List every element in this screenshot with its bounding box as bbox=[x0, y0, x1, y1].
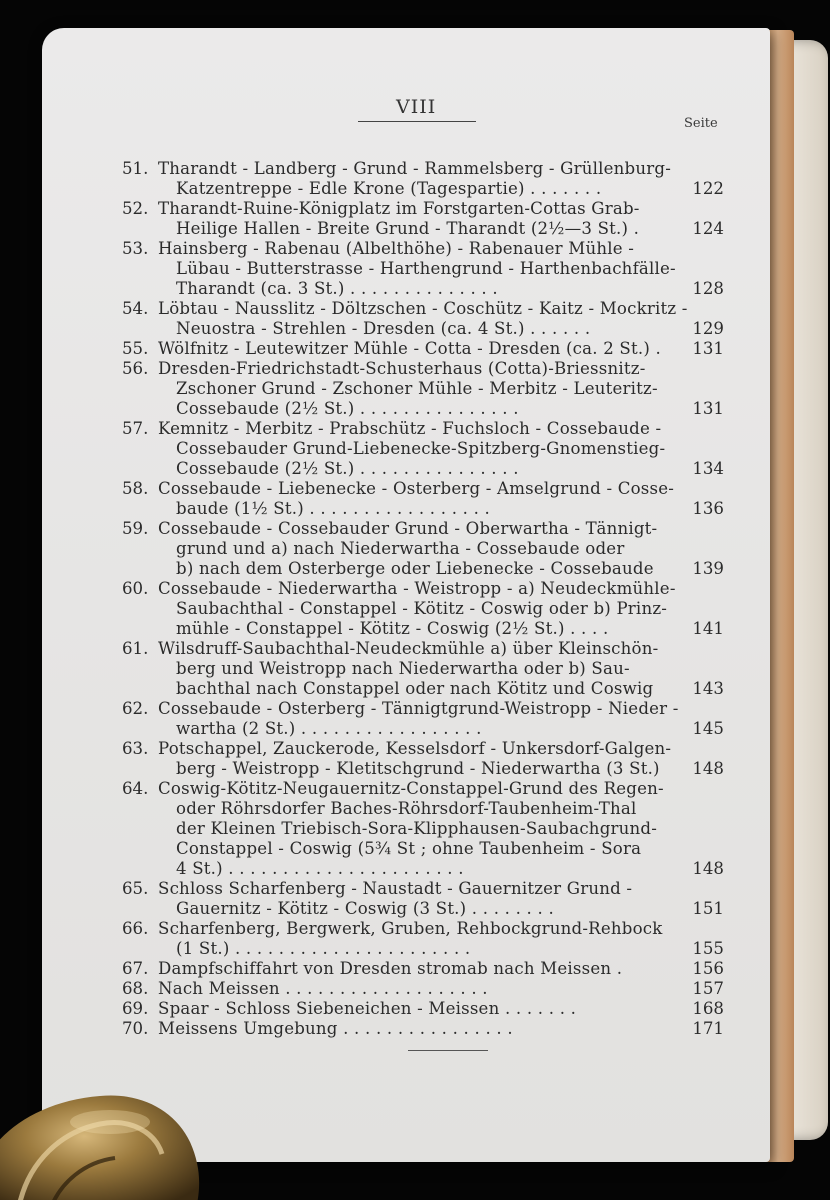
toc-entry-number: 68. bbox=[122, 979, 149, 998]
toc-entry-line: Hainsberg - Rabenau (Albelthöhe) - Rabenauer Mühle - bbox=[158, 239, 635, 258]
toc-entry-line: Heilige Hallen - Breite Grund - Tharandt (2½—3 St.) . bbox=[176, 219, 640, 238]
toc-entry-line: Neuostra - Strehlen - Dresden (ca. 4 St.) . . . . . . bbox=[176, 319, 591, 338]
toc-entry-line: Dresden-Friedrichstadt-Schusterhaus (Cotta)-Briessnitz- bbox=[158, 359, 646, 378]
toc-entry-page: 129 bbox=[692, 319, 724, 338]
seite-column-label: Seite bbox=[684, 116, 718, 131]
toc-entry-line: Nach Meissen . . . . . . . . . . . . . . . . . . . bbox=[158, 979, 488, 998]
toc-entry-line: Cossebaude (2½ St.) . . . . . . . . . . . . . . . bbox=[176, 459, 519, 478]
toc-entry-number: 67. bbox=[122, 959, 149, 978]
toc-entry-line: Schloss Scharfenberg - Naustadt - Gauernitzer Grund - bbox=[158, 879, 633, 898]
toc-entry-number: 56. bbox=[122, 359, 149, 378]
toc-entry-line: Kemnitz - Merbitz - Prabschütz - Fuchsloch - Cossebaude - bbox=[158, 419, 662, 438]
toc-entry-page: 139 bbox=[692, 559, 724, 578]
toc-entry-page: 145 bbox=[692, 719, 724, 738]
toc-entry-line: berg und Weistropp nach Niederwartha oder b) Sau- bbox=[176, 659, 630, 678]
toc-entry-number: 59. bbox=[122, 519, 149, 538]
toc-entry-page: 148 bbox=[692, 859, 724, 878]
toc-entry-line: Tharandt (ca. 3 St.) . . . . . . . . . . . . . . bbox=[176, 279, 498, 298]
toc-entry-line: Cossebaude - Osterberg - Tännigtgrund-Weistropp - Nieder - bbox=[158, 699, 679, 718]
toc-entry-line: Löbtau - Nausslitz - Döltzschen - Coschütz - Kaitz - Mockritz - bbox=[158, 299, 688, 318]
toc-entry-page: 156 bbox=[692, 959, 724, 978]
toc-entry-line: Wilsdruff-Saubachthal-Neudeckmühle a) über Kleinschön- bbox=[158, 639, 659, 658]
toc-entry-page: 128 bbox=[692, 279, 724, 298]
toc-entry-page: 168 bbox=[692, 999, 724, 1018]
toc-entry-number: 53. bbox=[122, 239, 149, 258]
toc-entry-line: Gauernitz - Kötitz - Coswig (3 St.) . . . . . . . . bbox=[176, 899, 554, 918]
toc-entry-line: Meissens Umgebung . . . . . . . . . . . . . . . . bbox=[158, 1019, 513, 1038]
toc-entry-line: Zschoner Grund - Zschoner Mühle - Merbitz - Leuteritz- bbox=[176, 379, 658, 398]
toc-entry-number: 64. bbox=[122, 779, 149, 798]
toc-entry-number: 58. bbox=[122, 479, 149, 498]
toc-entry-number: 51. bbox=[122, 159, 149, 178]
toc-entry-line: 4 St.) . . . . . . . . . . . . . . . . . . . . . . bbox=[176, 859, 464, 878]
toc-entry-line: wartha (2 St.) . . . . . . . . . . . . . . . . . bbox=[176, 719, 482, 738]
brass-ornament-icon bbox=[0, 1082, 205, 1200]
toc-entry-page: 151 bbox=[692, 899, 724, 918]
toc-entry-number: 63. bbox=[122, 739, 149, 758]
toc-entry-line: mühle - Constappel - Kötitz - Coswig (2½ St.) . . . . bbox=[176, 619, 609, 638]
toc-entry-number: 69. bbox=[122, 999, 149, 1018]
toc-entry-page: 136 bbox=[692, 499, 724, 518]
toc-entry-line: Coswig-Kötitz-Neugauernitz-Constappel-Grund des Regen- bbox=[158, 779, 664, 798]
toc-entry-page: 155 bbox=[692, 939, 724, 958]
toc-entry-line: Cossebaude (2½ St.) . . . . . . . . . . . . . . . bbox=[176, 399, 519, 418]
toc-entry-page: 131 bbox=[692, 399, 724, 418]
toc-entry-line: Potschappel, Zauckerode, Kesselsdorf - Unkersdorf-Galgen- bbox=[158, 739, 672, 758]
toc-entry-line: Scharfenberg, Bergwerk, Gruben, Rehbockgrund-Rehbock bbox=[158, 919, 663, 938]
toc-entry-line: Wölfnitz - Leutewitzer Mühle - Cotta - Dresden (ca. 2 St.) . bbox=[158, 339, 661, 358]
toc-entry-number: 54. bbox=[122, 299, 149, 318]
toc-entry-page: 141 bbox=[692, 619, 724, 638]
toc-entry-page: 124 bbox=[692, 219, 724, 238]
page-number: VIII bbox=[396, 96, 437, 118]
toc-entry-page: 171 bbox=[692, 1019, 724, 1038]
toc-entry-page: 131 bbox=[692, 339, 724, 358]
toc-entry-number: 61. bbox=[122, 639, 149, 658]
toc-entry-line: baude (1½ St.) . . . . . . . . . . . . . . . . . bbox=[176, 499, 491, 518]
toc-entry-page: 148 bbox=[692, 759, 724, 778]
toc-entry-page: 143 bbox=[692, 679, 724, 698]
toc-entry-line: bachthal nach Constappel oder nach Kötitz und Coswig bbox=[176, 679, 654, 698]
toc-entry-line: (1 St.) . . . . . . . . . . . . . . . . . . . . . . bbox=[176, 939, 471, 958]
toc-entry-line: Cossebaude - Niederwartha - Weistropp - a) Neudeckmühle- bbox=[158, 579, 676, 598]
toc-entry-number: 70. bbox=[122, 1019, 149, 1038]
toc-entry-line: berg - Weistropp - Kletitschgrund - Niederwartha (3 St.) bbox=[176, 759, 660, 778]
toc-entry-line: b) nach dem Osterberge oder Liebenecke - Cossebaude bbox=[176, 559, 654, 578]
toc-entry-line: Constappel - Coswig (5¾ St ; ohne Taubenheim - Sora bbox=[176, 839, 642, 858]
toc-entry-line: Katzentreppe - Edle Krone (Tagespartie) . . . . . . . bbox=[176, 179, 602, 198]
toc-entry-line: Cossebaude - Liebenecke - Osterberg - Amselgrund - Cosse- bbox=[158, 479, 675, 498]
toc-entry-number: 66. bbox=[122, 919, 149, 938]
toc-entry-line: Tharandt - Landberg - Grund - Rammelsberg - Grüllenburg- bbox=[158, 159, 672, 178]
toc-entry-page: 134 bbox=[692, 459, 724, 478]
toc-entry-line: der Kleinen Triebisch-Sora-Klipphausen-Saubachgrund- bbox=[176, 819, 658, 838]
bottom-rule bbox=[408, 1050, 488, 1051]
toc-entry-number: 65. bbox=[122, 879, 149, 898]
toc-entry-line: Lübau - Butterstrasse - Harthengrund - Harthenbachfälle- bbox=[176, 259, 676, 278]
toc-entry-number: 60. bbox=[122, 579, 149, 598]
toc-entry-number: 55. bbox=[122, 339, 149, 358]
toc-entry-line: Cossebauder Grund-Liebenecke-Spitzberg-Gnomenstieg- bbox=[176, 439, 666, 458]
toc-entry-line: oder Röhrsdorfer Baches-Röhrsdorf-Taubenheim-Thal bbox=[176, 799, 637, 818]
toc-entry-line: grund und a) nach Niederwartha - Cossebaude oder bbox=[176, 539, 625, 558]
toc-entry-number: 57. bbox=[122, 419, 149, 438]
toc-entry-page: 122 bbox=[692, 179, 724, 198]
toc-entry-line: Dampfschiffahrt von Dresden stromab nach Meissen . bbox=[158, 959, 623, 978]
toc-entry-line: Tharandt-Ruine-Königplatz im Forstgarten-Cottas Grab- bbox=[158, 199, 640, 218]
toc-entry-line: Cossebaude - Cossebauder Grund - Oberwartha - Tännigt- bbox=[158, 519, 658, 538]
toc-entry-line: Spaar - Schloss Siebeneichen - Meissen . . . . . . . bbox=[158, 999, 577, 1018]
toc-entry-line: Saubachthal - Constappel - Kötitz - Coswig oder b) Prinz- bbox=[176, 599, 668, 618]
toc-entry-number: 52. bbox=[122, 199, 149, 218]
toc-entry-page: 157 bbox=[692, 979, 724, 998]
toc-entry-number: 62. bbox=[122, 699, 149, 718]
